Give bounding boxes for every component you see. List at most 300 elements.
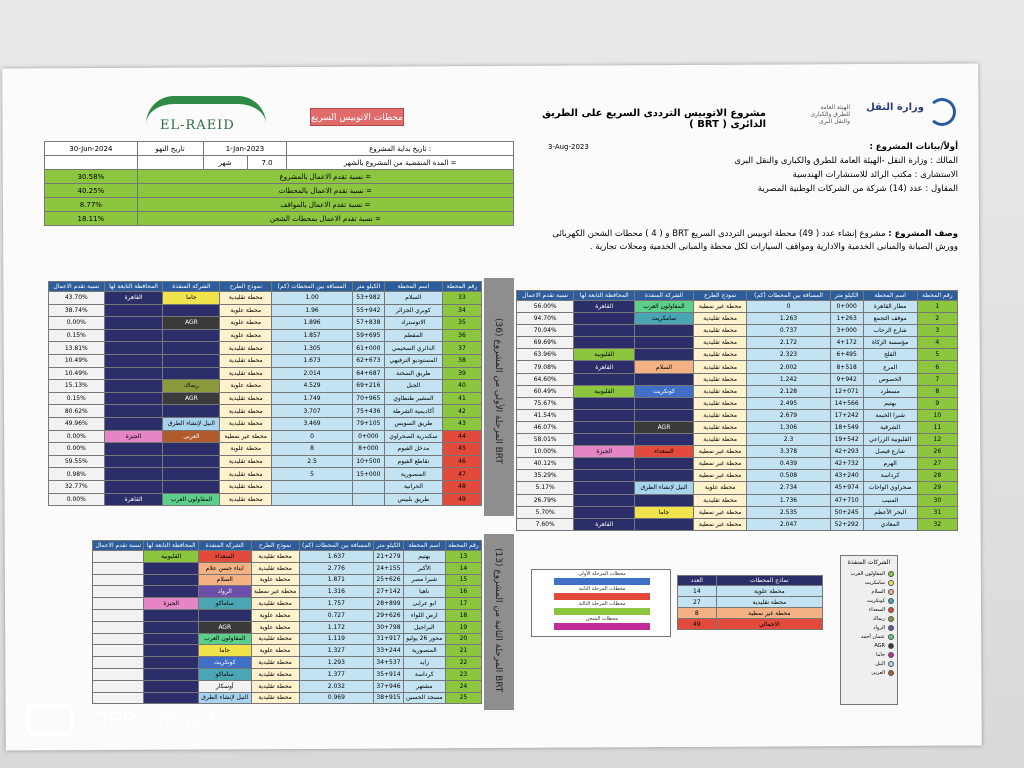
station-cell: 1.293 [299, 657, 374, 669]
end-date: 30-Jun-2024 [45, 142, 138, 156]
station-row [93, 598, 482, 610]
station-cell: مؤسسة الزكاة [863, 337, 917, 349]
station-row [517, 446, 958, 458]
station-cell: 28+899 [374, 598, 403, 610]
el-raeid-logo [146, 96, 266, 136]
station-cell: جاما [198, 645, 251, 657]
company-item [844, 596, 894, 605]
info-owner: المالك : وزارة النقل -الهيئة العامة للطرق والكبارى والنقل البرى [734, 156, 958, 166]
company-item [844, 641, 894, 650]
station-cell: 75+436 [352, 405, 384, 418]
station-cell: 6 [917, 361, 957, 373]
counts-header: نماذج المحطات [716, 576, 822, 586]
station-cell [104, 443, 163, 456]
station-cell: 38.74% [49, 304, 105, 317]
station-type-counts [677, 575, 823, 630]
station-cell [144, 586, 199, 598]
station-cell [144, 680, 199, 692]
station-cell: 33 [442, 292, 481, 305]
column-header: الشركة المنفذة [635, 291, 694, 301]
stations-badge: محطات الاتوبيس السريع [310, 108, 404, 126]
project-description [548, 228, 958, 254]
counts-row [678, 608, 823, 619]
station-cell: محطة تقليدية [220, 392, 272, 405]
station-cell: السلام [635, 361, 694, 373]
column-header: رقم المحطة [445, 541, 481, 551]
station-cell: 1 [917, 301, 957, 313]
station-cell: شارع فيصل [863, 446, 917, 458]
station-row [517, 518, 958, 530]
station-cell: 3.707 [272, 405, 353, 418]
station-cell: 7 [917, 373, 957, 385]
station-cell: محطة تقليدية [693, 421, 747, 433]
legend-caption: محطات المرحلة الثانية [578, 586, 626, 592]
station-cell: 41 [442, 392, 481, 405]
station-cell: 14+566 [830, 397, 863, 409]
column-header: رقم المحطة [442, 282, 481, 292]
station-cell [93, 633, 144, 645]
kpi-table [44, 141, 514, 226]
station-cell [352, 480, 384, 493]
station-cell: 70.04% [517, 325, 574, 337]
station-cell: سكندرية الصحراوي [384, 430, 442, 443]
info-date: 3-Aug-2023 [548, 143, 589, 151]
station-cell [272, 493, 353, 506]
column-header: المحافظة التابعة لها [104, 282, 163, 292]
station-cell: محطة تقليدية [251, 551, 299, 563]
station-cell: القاهرة [574, 301, 635, 313]
elapsed-label: المدة المنقضية من المشروع بالشهر = [287, 156, 514, 170]
station-cell: 5 [917, 349, 957, 361]
kpi-value: 8.77% [45, 198, 138, 212]
stage1-table [48, 281, 482, 506]
ministry-name: وزارة النقل [866, 102, 924, 113]
station-row [49, 329, 482, 342]
station-cell: 3.378 [747, 446, 830, 458]
company-item [844, 659, 894, 668]
station-cell [574, 482, 635, 494]
station-cell: محطة غير نمطية [693, 506, 747, 518]
station-cell: 34+537 [374, 657, 403, 669]
station-cell: 60.49% [517, 385, 574, 397]
info-consultant: الاستشارى : مكتب الرائد للاستشارات الهندسية [792, 170, 958, 180]
station-cell: AGR [163, 392, 220, 405]
station-cell: 64.60% [517, 373, 574, 385]
station-row [49, 392, 482, 405]
station-cell: محطة تقليدية [693, 313, 747, 325]
station-cell: 4 [917, 337, 957, 349]
station-cell [574, 397, 635, 409]
station-cell: محطة تقليدية [251, 680, 299, 692]
station-cell: النيل لإنشاء الطرق [163, 417, 220, 430]
station-cell: المقاولون العرب [163, 493, 220, 506]
legend-caption: محطات الشحن [585, 616, 619, 622]
kpi-label: نسبة تقدم الاعمال بالمواقف = [137, 198, 513, 212]
column-header: الشركة المنفذة [198, 541, 251, 551]
legend-caption: محطات المرحلة الثالثة [578, 601, 626, 607]
station-cell [635, 373, 694, 385]
station-cell [272, 480, 353, 493]
station-cell [104, 468, 163, 481]
station-cell [144, 657, 199, 669]
company-item [844, 578, 894, 587]
station-cell: العربى [163, 430, 220, 443]
company-name: المقاولون العرب [850, 570, 885, 577]
station-cell: 0.15% [49, 329, 105, 342]
station-cell: الهرم [863, 458, 917, 470]
station-cell: القاهرة [104, 292, 163, 305]
station-cell: كونكريت [635, 385, 694, 397]
company-name: AGR [874, 642, 885, 649]
station-cell: 0.737 [747, 325, 830, 337]
company-name: النيل [875, 660, 885, 667]
station-cell: محطة علوية [251, 609, 299, 621]
counts-cell: 8 [678, 608, 717, 619]
station-cell: كونكريت [198, 657, 251, 669]
station-row [93, 586, 482, 598]
counts-header: العدد [678, 576, 717, 586]
station-cell: 42+293 [830, 446, 863, 458]
station-cell: ابو عرابى [403, 598, 445, 610]
counts-cell: محطة تقليدية [716, 597, 822, 608]
station-cell: محطة غير نمطية [693, 518, 747, 530]
station-cell: 27 [917, 458, 957, 470]
station-cell: 1.736 [747, 494, 830, 506]
station-cell: 1.305 [272, 342, 353, 355]
station-cell: 47+710 [830, 494, 863, 506]
station-cell: الجيزة [574, 446, 635, 458]
station-cell: 75.67% [517, 397, 574, 409]
station-cell: 8+000 [352, 443, 384, 456]
station-row [49, 443, 482, 456]
station-cell: النيل لإنشاء الطرق [635, 482, 694, 494]
station-cell: 24 [445, 680, 481, 692]
column-header: الكيلو متر [830, 291, 863, 301]
station-cell: ريماك [163, 380, 220, 393]
column-header: الكيلو متر [352, 282, 384, 292]
station-row [49, 317, 482, 330]
station-cell: 2.3 [747, 434, 830, 446]
column-header: اسم المحطة [403, 541, 445, 551]
station-cell: 30 [917, 494, 957, 506]
company-color-dot-icon [888, 652, 894, 658]
station-row [49, 480, 482, 493]
station-row [517, 385, 958, 397]
station-cell [93, 562, 144, 574]
station-cell: 80.62% [49, 405, 105, 418]
station-cell: 0.439 [747, 458, 830, 470]
station-row [517, 337, 958, 349]
kpi-label: نسبة تقدم الاعمال بمحطات الشحن = [137, 212, 513, 226]
station-cell: 2.495 [747, 397, 830, 409]
station-cell: أوسكار [198, 680, 251, 692]
station-cell: 79+105 [352, 417, 384, 430]
station-cell: AGR [198, 621, 251, 633]
station-cell [163, 480, 220, 493]
station-cell: 2.172 [747, 337, 830, 349]
station-cell: 6+495 [830, 349, 863, 361]
station-cell: 27+142 [374, 586, 403, 598]
station-row [49, 342, 482, 355]
station-cell: المشير طنطاوي [384, 392, 442, 405]
station-cell: 0.508 [747, 470, 830, 482]
station-cell: 19 [445, 621, 481, 633]
station-cell: الشرقية [863, 421, 917, 433]
station-cell: شبرا الخيمة [863, 409, 917, 421]
station-cell: 53+982 [352, 292, 384, 305]
station-cell [93, 574, 144, 586]
station-cell: 1.637 [299, 551, 374, 563]
station-row [49, 468, 482, 481]
station-cell: 10.00% [517, 446, 574, 458]
station-cell: 7.60% [517, 518, 574, 530]
station-cell: 46.07% [517, 421, 574, 433]
station-row [517, 409, 958, 421]
station-cell: 45 [442, 443, 481, 456]
company-item [844, 605, 894, 614]
station-cell: 1.749 [272, 392, 353, 405]
station-cell [574, 373, 635, 385]
station-cell: 0+000 [352, 430, 384, 443]
counts-cell: 14 [678, 586, 717, 597]
station-cell [144, 562, 199, 574]
station-cell: 35 [442, 317, 481, 330]
stage1-band [484, 278, 514, 516]
station-cell [574, 470, 635, 482]
station-row [517, 482, 958, 494]
station-cell: 24+155 [374, 562, 403, 574]
station-cell: محطة تقليدية [220, 468, 272, 481]
company-item [844, 587, 894, 596]
station-cell: 37+946 [374, 680, 403, 692]
station-row [49, 417, 482, 430]
station-cell: 63.96% [517, 349, 574, 361]
station-cell: 52+292 [830, 518, 863, 530]
station-cell: مسطرد [863, 385, 917, 397]
station-cell [93, 609, 144, 621]
station-row [517, 506, 958, 518]
station-cell: السعداء [635, 446, 694, 458]
station-cell [163, 329, 220, 342]
station-cell [104, 480, 163, 493]
station-cell: 31+917 [374, 633, 403, 645]
station-cell: 34 [442, 304, 481, 317]
station-row [517, 373, 958, 385]
station-row [49, 405, 482, 418]
station-row [49, 292, 482, 305]
station-cell: مسجد الحسين [403, 692, 445, 704]
info-contractor: المقاول : عدد (14) شركة من الشركات الوطنية المصرية [757, 184, 958, 194]
company-color-dot-icon [888, 598, 894, 604]
station-cell: ابناء حسن علام [198, 562, 251, 574]
station-cell: 2.679 [747, 409, 830, 421]
station-cell: القلج [863, 349, 917, 361]
station-cell: المعادي [863, 518, 917, 530]
station-cell: 1+263 [830, 313, 863, 325]
station-cell: الرواد [198, 586, 251, 598]
station-cell: 9+942 [830, 373, 863, 385]
station-cell: البراجيل [403, 621, 445, 633]
station-cell: 2.535 [747, 506, 830, 518]
station-cell: 15+000 [352, 468, 384, 481]
station-row [49, 493, 482, 506]
station-cell [574, 458, 635, 470]
company-item [844, 569, 894, 578]
company-name: العربى [871, 669, 885, 676]
station-row [93, 551, 482, 563]
station-cell: 40.12% [517, 458, 574, 470]
station-row [517, 301, 958, 313]
station-cell [104, 455, 163, 468]
counts-cell: محطة علوية [716, 586, 822, 597]
ministry-logo [790, 96, 960, 136]
start-label: تاريخ بداية المشروع : [287, 142, 514, 156]
station-cell: الاتوستراد [384, 317, 442, 330]
station-cell: 0.969 [299, 692, 374, 704]
column-header: اسم المحطة [384, 282, 442, 292]
station-cell: المنصورية [384, 468, 442, 481]
station-row [93, 621, 482, 633]
column-header: المحافظة التابعة لها [574, 291, 635, 301]
station-cell: القليوبية الزراعي [863, 434, 917, 446]
station-cell: المستوديو الترفيهي [384, 354, 442, 367]
column-header: نموذج الطرح [220, 282, 272, 292]
station-cell [163, 468, 220, 481]
station-cell: 43.70% [49, 292, 105, 305]
station-cell [198, 609, 251, 621]
station-cell: القليوبية [574, 385, 635, 397]
station-cell: المقاولون العرب [198, 633, 251, 645]
station-cell: 39 [442, 367, 481, 380]
station-cell: 30+798 [374, 621, 403, 633]
station-cell: 0.98% [49, 468, 105, 481]
company-color-dot-icon [888, 634, 894, 640]
station-cell [635, 337, 694, 349]
company-item [844, 650, 894, 659]
station-cell: 10.49% [49, 367, 105, 380]
station-cell: الأكبر [403, 562, 445, 574]
station-cell [163, 367, 220, 380]
station-cell [635, 397, 694, 409]
station-cell: 2.128 [747, 385, 830, 397]
station-cell: 2.5 [272, 455, 353, 468]
column-header: الشركة المنفذة [163, 282, 220, 292]
station-row [49, 430, 482, 443]
station-cell: القاهرة [104, 493, 163, 506]
station-cell: جاما [635, 506, 694, 518]
station-cell [104, 304, 163, 317]
station-cell: 41.54% [517, 409, 574, 421]
company-item [844, 614, 894, 623]
station-cell [635, 458, 694, 470]
station-cell: 40 [442, 380, 481, 393]
station-cell: 1.896 [272, 317, 353, 330]
station-cell: محطة تقليدية [693, 397, 747, 409]
info-heading: أولاً/بيانات المشروع : [869, 142, 958, 152]
station-cell: 13.81% [49, 342, 105, 355]
station-row [517, 397, 958, 409]
station-cell: 32.77% [49, 480, 105, 493]
stage2-band [484, 534, 514, 710]
station-cell [635, 518, 694, 530]
station-cell: طريق السويس [384, 417, 442, 430]
stage-legend [531, 569, 671, 637]
station-cell: 12 [917, 434, 957, 446]
company-item [844, 623, 894, 632]
company-color-dot-icon [888, 607, 894, 613]
station-cell: طريق السخنة [384, 367, 442, 380]
station-cell: 1.871 [299, 574, 374, 586]
station-cell: تقاطع الفيوم [384, 455, 442, 468]
station-cell: بهتيم [403, 551, 445, 563]
station-cell: 0.00% [49, 493, 105, 506]
station-cell: 49 [442, 493, 481, 506]
station-cell: موقف التجمع [863, 313, 917, 325]
station-cell: 8 [272, 443, 353, 456]
station-cell: محطة غير نمطية [693, 301, 747, 313]
station-cell [93, 657, 144, 669]
station-row [49, 367, 482, 380]
station-cell: 47 [442, 468, 481, 481]
desc-text: مشروع إنشاء عدد ( 49) محطة اتوبيس الترددى السريع BRT و ( 4 ) محطات الشحن الكهربائى وورش الصيانة والمبانى الخدمية والادارية ومواقف السيارات لكل محطة والمبانى الخدمية ومحلات تجارية . [552, 229, 958, 252]
station-row [49, 354, 482, 367]
station-cell: AGR [163, 317, 220, 330]
station-cell: 15.13% [49, 380, 105, 393]
station-cell [93, 668, 144, 680]
station-cell: 38+915 [374, 692, 403, 704]
station-cell [574, 325, 635, 337]
station-cell [104, 329, 163, 342]
station-cell: محطة تقليدية [251, 562, 299, 574]
station-cell [104, 380, 163, 393]
stage2-table [92, 540, 482, 704]
stage2-label: المرحلة الثانية من المشروع (13) BRT [493, 548, 503, 693]
station-cell: محطة تقليدية [693, 337, 747, 349]
station-cell: 57+838 [352, 317, 384, 330]
column-header: نسبة تقدم الاعمال [49, 282, 105, 292]
station-cell: محطة علوية [220, 380, 272, 393]
station-cell: 1.306 [747, 421, 830, 433]
station-cell: محطة تقليدية [251, 598, 299, 610]
station-cell [352, 493, 384, 506]
station-cell: ساماكو [198, 598, 251, 610]
station-row [517, 325, 958, 337]
watermark-text: OPPO Reno5 [92, 708, 221, 731]
company-name: كونكريت [866, 597, 885, 604]
station-cell: 2.734 [747, 482, 830, 494]
company-color-dot-icon [888, 625, 894, 631]
legend-bar [554, 578, 650, 585]
station-cell: السلام [198, 574, 251, 586]
company-color-dot-icon [888, 643, 894, 649]
station-cell: 1.242 [747, 373, 830, 385]
station-cell: 16 [445, 586, 481, 598]
station-cell: 1.119 [299, 633, 374, 645]
station-cell: محطة غير نمطية [693, 446, 747, 458]
station-cell: 1.377 [299, 668, 374, 680]
column-header: نموذج الطرح [693, 291, 747, 301]
station-cell: 5.70% [517, 506, 574, 518]
station-cell [635, 325, 694, 337]
station-cell: 25 [445, 692, 481, 704]
station-cell [144, 609, 199, 621]
elapsed-unit: شهر [203, 156, 247, 170]
station-cell: محطة علوية [693, 482, 747, 494]
elapsed-value: 7.0 [247, 156, 287, 170]
desc-label: وصف المشروع : [888, 229, 958, 239]
column-header: نسبة تقدم الاعمال [93, 541, 144, 551]
station-cell: محطة تقليدية [251, 633, 299, 645]
